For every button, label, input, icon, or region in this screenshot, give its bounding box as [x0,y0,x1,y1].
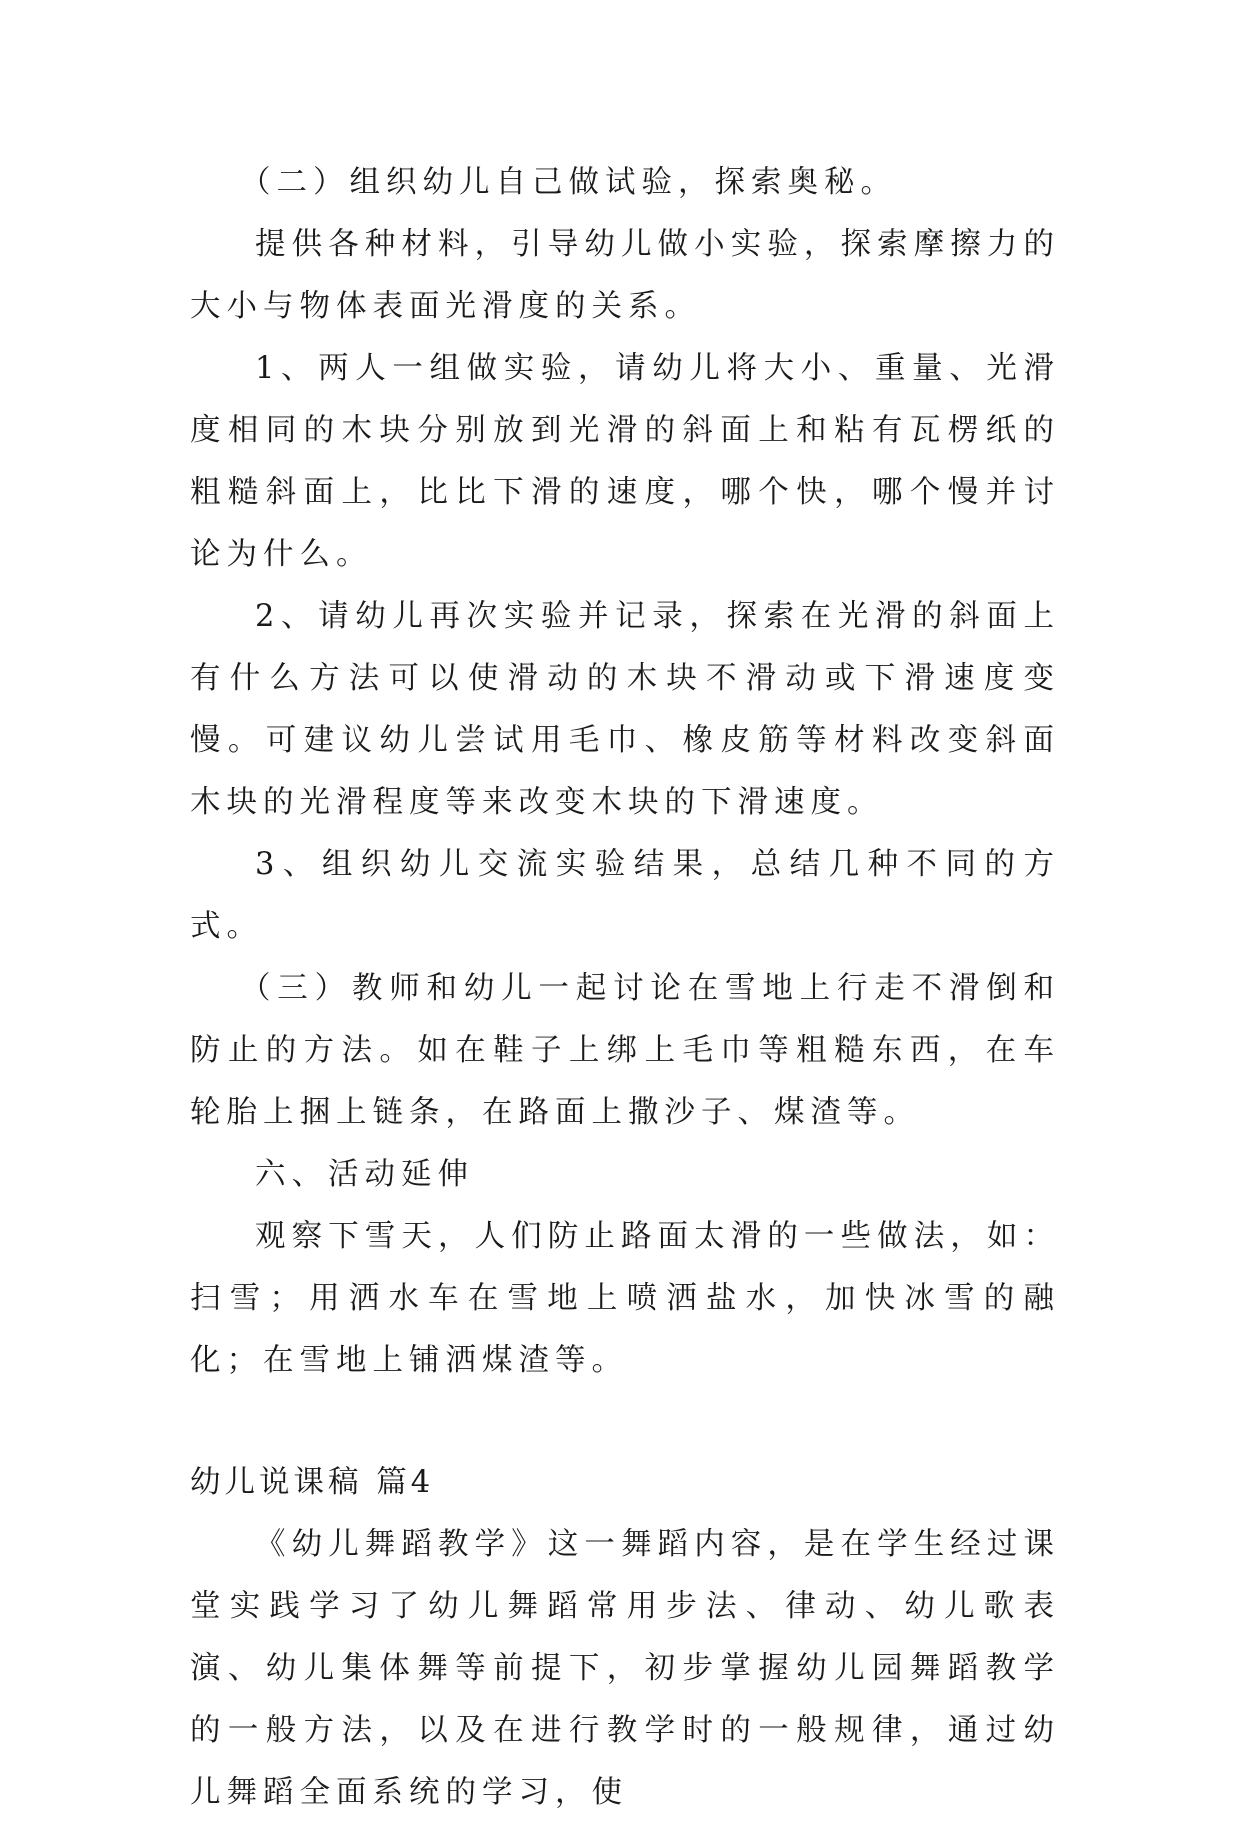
paragraph-dance-teaching: 《幼儿舞蹈教学》这一舞蹈内容，是在学生经过课堂实践学习了幼儿舞蹈常用步法、律动、幼儿歌表演、幼儿集体舞等前提下，初步掌握幼儿园舞蹈教学的一般方法，以及在进行教学时的一般规律，通过幼儿舞蹈全面系统的学习，使 [190,1527,1060,1810]
section-heading: 幼儿说课稿 篇4 [190,1465,435,1500]
paragraph-materials: 提供各种材料，引导幼儿做小实验，探索摩擦力的大小与物体表面光滑度的关系。 [190,227,1060,324]
paragraph-experiment-3: 3、组织幼儿交流实验结果，总结几种不同的方式。 [190,847,1060,944]
document-body [190,152,1060,1824]
paragraph-activity-extension-heading: 六、活动延伸 [255,1157,474,1192]
paragraph-step-three: （三）教师和幼儿一起讨论在雪地上行走不滑倒和防止的方法。如在鞋子上绑上毛巾等粗糙东西，在车轮胎上捆上链条，在路面上撒沙子、煤渣等。 [190,971,1060,1130]
paragraph-experiment-1: 1、两人一组做实验，请幼儿将大小、重量、光滑度相同的木块分别放到光滑的斜面上和粘有瓦楞纸的粗糙斜面上，比比下滑的速度，哪个快，哪个慢并讨论为什么。 [190,351,1060,572]
paragraph-experiment-2: 2、请幼儿再次实验并记录，探索在光滑的斜面上有什么方法可以使滑动的木块不滑动或下滑速度变慢。可建议幼儿尝试用毛巾、橡皮筋等材料改变斜面木块的光滑程度等来改变木块的下滑速度。 [190,599,1060,820]
paragraph-step-two: （二）组织幼儿自己做试验，探索奥秘。 [240,165,897,200]
paragraph-observation: 观察下雪天，人们防止路面太滑的一些做法，如：扫雪；用洒水车在雪地上喷洒盐水，加快冰雪的融化；在雪地上铺洒煤渣等。 [190,1219,1060,1378]
